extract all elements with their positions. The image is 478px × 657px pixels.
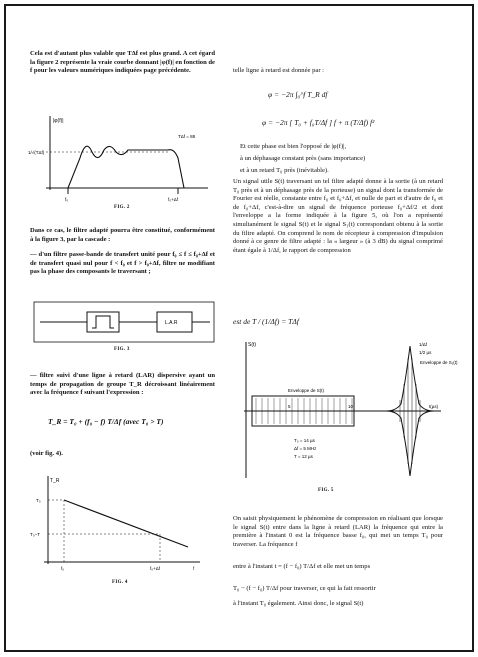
fig2-caption: FIG. 2 bbox=[114, 205, 130, 210]
fig5-xlabel: t(µs) bbox=[429, 404, 439, 409]
fig4-ylabel: T_R bbox=[50, 478, 60, 484]
fig2-tick-y: 1/√(TΔf) bbox=[28, 150, 45, 155]
right-paragraph-2c: et à un retard T₀ près (inévitable). bbox=[240, 167, 329, 174]
fig4-caption: FIG. 4 bbox=[112, 580, 128, 585]
right-paragraph-2: Et cette phase est bien l'opposé de |φ(f)|, bbox=[240, 143, 347, 150]
equation-tr: T_R = T₀ + (f₀ − f) T/Δf (avec T₀ > T) bbox=[48, 417, 164, 426]
figure-3 bbox=[32, 300, 217, 345]
equation-phi: φ = −2π [ T₀ + f₀T/Δf ] f + π (T/Δf) f² bbox=[262, 118, 375, 127]
fig2-x1: f₀ bbox=[65, 197, 69, 202]
fig2-ylabel: |φ(f)| bbox=[53, 118, 64, 124]
left-paragraph-5: (voir fig. 4). bbox=[30, 450, 63, 457]
figure-4 bbox=[30, 472, 215, 577]
right-paragraph-6: T₀ − (f − f₀) T/Δf pour traverser, ce qui la fait ressortir bbox=[233, 585, 376, 592]
fig4-x2: f₀+Δf bbox=[150, 566, 161, 571]
left-paragraph-2: Dans ce cas, le filtre adapté pourra être constitué, conformément à la figure 3, par la cascade : bbox=[30, 227, 215, 243]
left-paragraph-1: Cela est d'autant plus valable que TΔf est plus grand. A cet égard la figure 2 représente la vraie courbe donnant |φ(f)| en fonction de f pour les valeurs numériques indiquées page précédente. bbox=[30, 50, 215, 75]
fig4-y1: T₀ bbox=[36, 498, 41, 503]
figure-2 bbox=[28, 108, 218, 203]
fig4-y2: T₀−T bbox=[30, 532, 40, 537]
fig5-w2: 1/2 µs bbox=[419, 350, 432, 355]
fig5-param-c: T = 12 µs bbox=[294, 454, 313, 459]
fig5-t1: 5 bbox=[288, 404, 291, 409]
fig3-caption: FIG. 3 bbox=[114, 347, 130, 352]
right-paragraph-5: entre à l'instant t = (f − f₀) T/Δf et elle met un temps bbox=[233, 563, 371, 570]
equation-phi-integral: φ = −2π ∫₀^f T_R df bbox=[268, 90, 328, 99]
fig5-param-b: Δf = 5 MHz bbox=[294, 446, 317, 451]
fig4-x3: f bbox=[193, 566, 195, 571]
fig5-ylabel: S(t) bbox=[248, 342, 257, 348]
fig5-param-a: T₀ = 14 µs bbox=[294, 438, 315, 443]
right-paragraph-2b: à un déphasage constant près (sans importance) bbox=[240, 155, 366, 162]
fig5-w: 1/Δf bbox=[419, 342, 428, 347]
figure-5 bbox=[236, 338, 458, 485]
fig5-t2: 10 bbox=[348, 404, 354, 409]
right-paragraph-7: à l'instant T₀ également. Ainsi donc, le signal S(t) bbox=[233, 600, 364, 607]
left-paragraph-3: — d'un filtre passe-bande de transfert unité pour f₀ ≤ f ≤ f₀+Δf et de transfert quasi nul pour f < f₀ et f > f₀+Δf, filtre ne modifiant pas la phase des composants le traversant ; bbox=[30, 251, 215, 276]
fig2-param: TΔf = 88 bbox=[178, 134, 196, 139]
left-paragraph-4: — filtre suivi d'une ligne à retard (LAR) dispersive ayant un temps de propagation de groupe T_R décroissant linéairement avec la fréquence f suivant l'expression : bbox=[30, 372, 215, 397]
fig3-box-label: L.A.R bbox=[165, 320, 178, 326]
right-paragraph-1: telle ligne à retard est donnée par : bbox=[233, 67, 324, 74]
fig5-env2: Enveloppe de S₁(t) bbox=[420, 360, 458, 365]
fig2-x2: f₀+Δf bbox=[168, 197, 179, 202]
right-paragraph-4: On saisit physiquement le phénomène de compression en réalisant que lorsque le signal S(t) entre dans la ligne à retard (LAR) la fréquence qui entre la première à l'instant 0 est la fréquence basse f₀, qui met un temps T₀ pour traverser. La fréquence f bbox=[233, 515, 443, 548]
fig4-x1: f₀ bbox=[61, 566, 65, 571]
compression-ratio: est de T / (1/Δf) = TΔf bbox=[233, 317, 299, 326]
right-paragraph-3: Un signal utile S(t) traversant un tel filtre adapté donne à la sortie (à un retard T₀ près et à un déphasage près de la porteuse) un signal dont la transformée de Fourier est réelle, constante entre f₀ et f₀+Δf, et nulle de part et d'autre de f₀ et de f₀+Δf, c'est-à-dire un signal de fréquence porteuse f₀+Δf/2 et dont l'enveloppe a la forme indiquée à la figure 5, où l'on a représenté simultanément le signal S(t) et le signal S₁(t) correspondant obtenu à la sortie du filtre adapté. On comprend le nom de récepteur à compression d'impulsion donné à ce genre de filtre adapté : la « largeur » (à 3 dB) du signal comprimé étant égale à 1/Δf, le rapport de compression bbox=[233, 178, 443, 254]
fig5-caption: FIG. 5 bbox=[318, 488, 334, 493]
fig5-env1: Enveloppe de S(t) bbox=[288, 388, 325, 393]
